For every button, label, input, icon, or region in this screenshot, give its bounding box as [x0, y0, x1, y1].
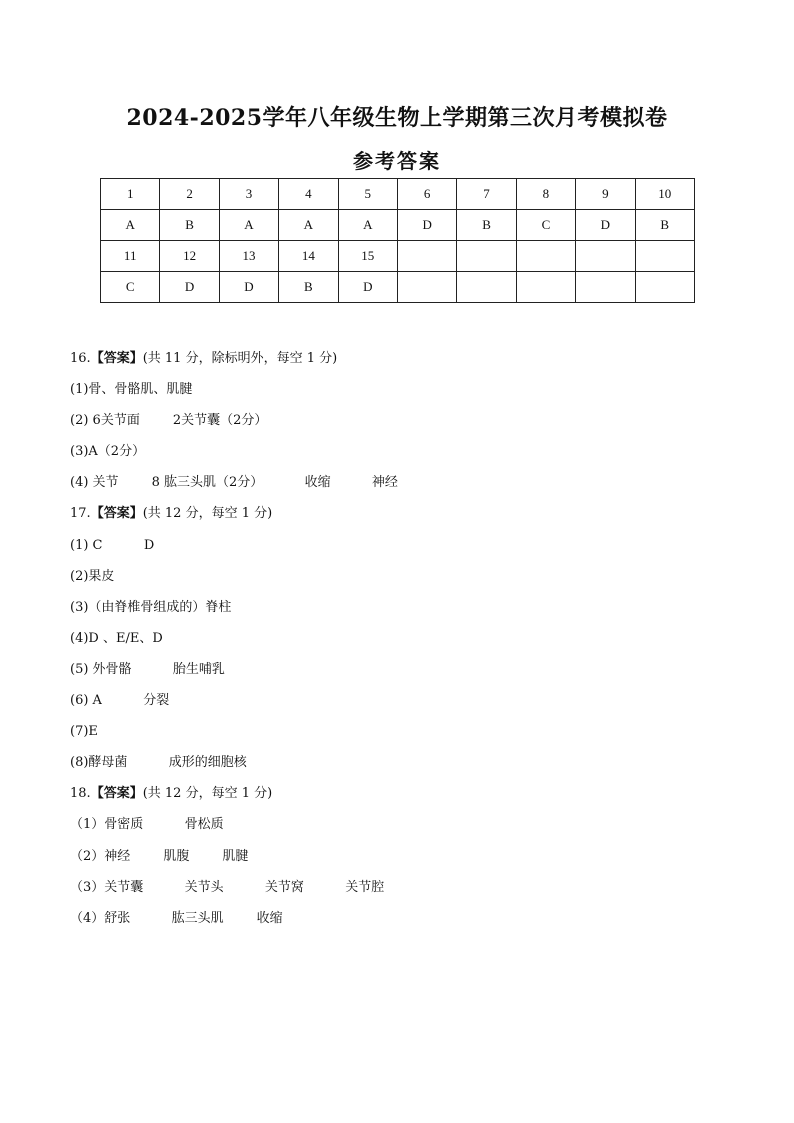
question-number-cell: 14 [279, 241, 338, 272]
answers-body [70, 343, 730, 934]
answer-line: (2) 6关节面 2关节囊（2分） [70, 413, 268, 429]
score-note: (共 11 分，除标明外，每空 1 分) [142, 351, 338, 366]
answer-tag: 【答案】 [90, 786, 143, 802]
answer-line: (1)骨、骨骼肌、肌腱 [70, 382, 193, 398]
answer-table [100, 178, 695, 303]
section-header [70, 343, 730, 374]
answer-cell: B [160, 210, 219, 241]
question-number-cell: 6 [397, 179, 456, 210]
question-number-cell: 5 [338, 179, 397, 210]
question-number-cell: 12 [160, 241, 219, 272]
answer-cell: D [219, 272, 278, 303]
question-number-cell [457, 241, 516, 272]
answer-line: (3)（由脊椎骨组成的）脊柱 [70, 599, 232, 615]
answer-line: (7)E [70, 724, 98, 740]
answer-cell: A [338, 210, 397, 241]
question-number-cell: 1 [101, 179, 160, 210]
answer-row [101, 210, 695, 241]
answer-cell: A [101, 210, 160, 241]
question-number-cell: 11 [101, 241, 160, 272]
answer-cell: D [576, 210, 635, 241]
answer-cell: B [635, 210, 694, 241]
answer-cell: B [279, 272, 338, 303]
answer-line: (3)A（2分） [70, 444, 146, 460]
answer-line: (4)D 、E/E、D [70, 630, 163, 646]
answer-line: （2）神经 肌腹 肌腱 [70, 848, 249, 864]
question-number-cell: 4 [279, 179, 338, 210]
score-note: (共 12 分，每空 1 分) [142, 506, 273, 522]
document-subtitle: 参考答案 [353, 149, 441, 173]
document-title: 2024-2025学年八年级生物上学期第三次月考模拟卷 [126, 105, 668, 131]
answer-cell: C [516, 210, 575, 241]
answer-line: （1）骨密质 骨松质 [70, 817, 224, 833]
answer-row [101, 272, 695, 303]
answer-cell: A [219, 210, 278, 241]
answer-line: (2)果皮 [70, 568, 115, 584]
question-number-cell: 7 [457, 179, 516, 210]
question-number-cell [576, 241, 635, 272]
answer-line: （3）关节囊 关节头 关节窝 关节腔 [70, 879, 385, 895]
answer-line: （4）舒张 肱三头肌 收缩 [70, 910, 283, 926]
question-number-cell: 13 [219, 241, 278, 272]
answer-cell: D [397, 210, 456, 241]
section-header [70, 778, 730, 809]
question-number: 16. [70, 351, 91, 366]
question-number: 18. [70, 786, 91, 802]
answer-cell: D [338, 272, 397, 303]
answer-line: (1) C D [70, 537, 155, 553]
question-number: 17. [70, 506, 91, 522]
answer-cell [457, 272, 516, 303]
answer-line: (4) 关节 8 肱三头肌（2分） 收缩 神经 [70, 475, 398, 491]
answer-tag: 【答案】 [90, 506, 143, 522]
answer-cell: A [279, 210, 338, 241]
question-number-cell: 3 [219, 179, 278, 210]
question-number-cell: 2 [160, 179, 219, 210]
question-number-cell [397, 241, 456, 272]
question-number-cell [635, 241, 694, 272]
question-number-cell: 9 [576, 179, 635, 210]
answer-tag: 【答案】 [90, 351, 143, 366]
answer-cell [516, 272, 575, 303]
section-header [70, 498, 730, 529]
score-note: (共 12 分，每空 1 分) [142, 786, 273, 802]
answer-line: (6) A 分裂 [70, 693, 170, 709]
answer-cell: D [160, 272, 219, 303]
answer-cell [635, 272, 694, 303]
answer-line: (8)酵母菌 成形的细胞核 [70, 755, 247, 771]
answer-cell [576, 272, 635, 303]
question-number-cell: 10 [635, 179, 694, 210]
question-number-row [101, 241, 695, 272]
question-number-row [101, 179, 695, 210]
question-number-cell: 15 [338, 241, 397, 272]
answer-cell: B [457, 210, 516, 241]
answer-cell [397, 272, 456, 303]
question-number-cell: 8 [516, 179, 575, 210]
question-number-cell [516, 241, 575, 272]
answer-line: (5) 外骨骼 胎生哺乳 [70, 661, 225, 677]
answer-cell: C [101, 272, 160, 303]
